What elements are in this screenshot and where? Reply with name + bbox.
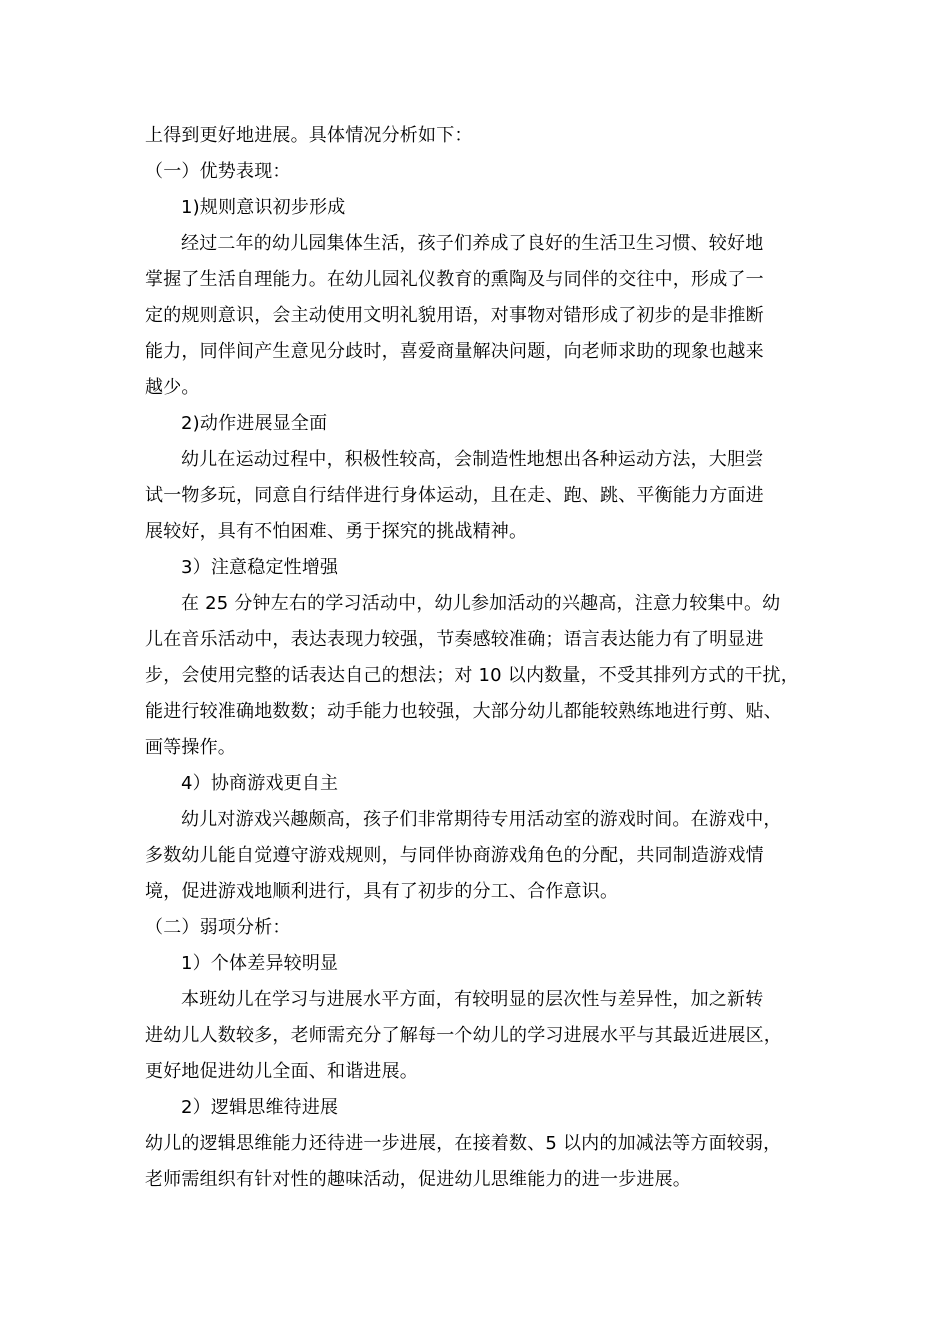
subheading-game-negotiation: 4）协商游戏更自主 <box>181 773 339 794</box>
paragraph-line: 经过二年的幼儿园集体生活，孩子们养成了良好的生活卫生习惯、较好地 <box>181 233 764 254</box>
paragraph-line: 幼儿在运动过程中，积极性较高，会制造性地想出各种运动方法，大胆尝 <box>181 449 764 470</box>
paragraph-line: 越少。 <box>145 377 200 398</box>
paragraph-line: 多数幼儿能自觉遵守游戏规则，与同伴协商游戏角色的分配，共同制造游戏情 <box>145 845 764 866</box>
paragraph-line: 定的规则意识，会主动使用文明礼貌用语，对事物对错形成了初步的是非推断 <box>145 305 764 326</box>
paragraph-line: 幼儿的逻辑思维能力还待进一步进展，在接着数、5 以内的加减法等方面较弱， <box>145 1133 782 1154</box>
paragraph-line: 在 25 分钟左右的学习活动中，幼儿参加活动的兴趣高，注意力较集中。幼 <box>181 593 781 614</box>
paragraph-line: 儿在音乐活动中，表达表现力较强，节奏感较准确；语言表达能力有了明显进 <box>145 629 764 650</box>
subheading-individual-differences: 1）个体差异较明显 <box>181 953 339 974</box>
subheading-attention: 3）注意稳定性增强 <box>181 557 339 578</box>
subheading-rules-awareness: 1)规则意识初步形成 <box>181 197 346 218</box>
paragraph-line: 境，促进游戏地顺利进行，具有了初步的分工、合作意识。 <box>145 881 619 902</box>
section-heading-strengths: （一）优势表现： <box>145 161 291 182</box>
paragraph-line: 试一物多玩，同意自行结伴进行身体运动，且在走、跑、跳、平衡能力方面进 <box>145 485 764 506</box>
paragraph-line: 掌握了生活自理能力。在幼儿园礼仪教育的熏陶及与同伴的交往中，形成了一 <box>145 269 764 290</box>
paragraph-line: 画等操作。 <box>145 737 236 758</box>
subheading-logical-thinking: 2）逻辑思维待进展 <box>181 1097 339 1118</box>
paragraph-line: 展较好，具有不怕困难、勇于探究的挑战精神。 <box>145 521 528 542</box>
paragraph-line: 老师需组织有针对性的趣味活动，促进幼儿思维能力的进一步进展。 <box>145 1169 691 1190</box>
paragraph-line: 步，会使用完整的话表达自己的想法；对 10 以内数量，不受其排列方式的干扰， <box>145 665 799 686</box>
subheading-motor-development: 2)动作进展显全面 <box>181 413 328 434</box>
paragraph-line: 本班幼儿在学习与进展水平方面，有较明显的层次性与差异性，加之新转 <box>181 989 764 1010</box>
paragraph-line: 能进行较准确地数数；动手能力也较强，大部分幼儿都能较熟练地进行剪、贴、 <box>145 701 782 722</box>
paragraph-line: 能力，同伴间产生意见分歧时，喜爱商量解决问题，向老师求助的现象也越来 <box>145 341 764 362</box>
paragraph-line: 上得到更好地进展。具体情况分析如下： <box>145 125 473 146</box>
paragraph-line: 进幼儿人数较多，老师需充分了解每一个幼儿的学习进展水平与其最近进展区， <box>145 1025 782 1046</box>
paragraph-line: 更好地促进幼儿全面、和谐进展。 <box>145 1061 418 1082</box>
paragraph-line: 幼儿对游戏兴趣颇高，孩子们非常期待专用活动室的游戏时间。在游戏中， <box>181 809 782 830</box>
section-heading-weaknesses: （二）弱项分析： <box>145 917 291 938</box>
